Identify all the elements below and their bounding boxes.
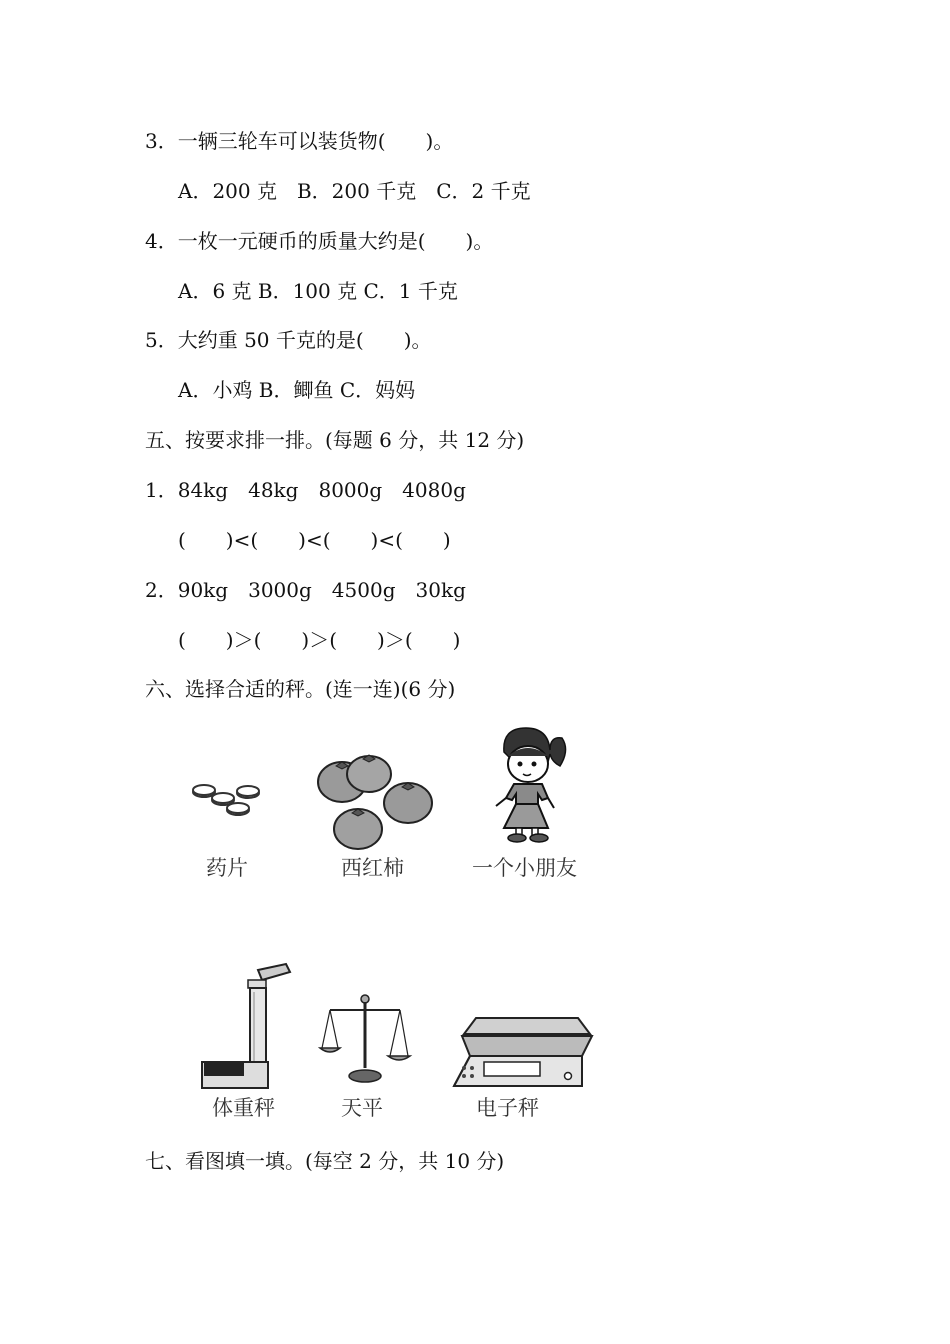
child-image bbox=[490, 722, 570, 844]
object-label-child: 一个小朋友 bbox=[472, 856, 577, 880]
q3-options: A．200 克 B．200 千克 C．2 千克 bbox=[178, 179, 531, 203]
scale-label-body: 体重秤 bbox=[212, 1096, 275, 1120]
q4-options: A．6 克 B．100 克 C．1 千克 bbox=[178, 279, 458, 303]
tomatoes-image bbox=[316, 752, 436, 852]
section5-item2-blanks: ( )＞( )＞( )＞( ) bbox=[178, 628, 461, 652]
section5-item1-blanks: ( )<( )<( )<( ) bbox=[178, 528, 451, 552]
section6-heading: 六、选择合适的秤。(连一连)(6 分) bbox=[145, 677, 456, 701]
scale-label-balance: 天平 bbox=[341, 1096, 383, 1120]
electronic-scale-image bbox=[452, 1016, 596, 1092]
pills-image bbox=[190, 778, 265, 818]
section5-item2-values: 2．90kg 3000g 4500g 30kg bbox=[145, 578, 466, 602]
q4-stem: 4．一枚一元硬币的质量大约是( )。 bbox=[145, 229, 494, 253]
section5-item1-values: 1．84kg 48kg 8000g 4080g bbox=[145, 478, 466, 502]
section5-heading: 五、按要求排一排。(每题 6 分，共 12 分) bbox=[145, 428, 525, 452]
object-label-pills: 药片 bbox=[206, 856, 248, 880]
q3-stem: 3．一辆三轮车可以装货物( )。 bbox=[145, 129, 454, 153]
body-scale-image bbox=[196, 962, 296, 1092]
scale-label-electronic: 电子秤 bbox=[476, 1096, 539, 1120]
object-label-tomatoes: 西红柿 bbox=[341, 856, 404, 880]
section7-heading: 七、看图填一填。(每空 2 分，共 10 分) bbox=[145, 1149, 505, 1173]
q5-options: A．小鸡 B．鲫鱼 C．妈妈 bbox=[178, 378, 416, 402]
balance-image bbox=[320, 994, 410, 1084]
q5-stem: 5．大约重 50 千克的是( )。 bbox=[145, 328, 432, 352]
